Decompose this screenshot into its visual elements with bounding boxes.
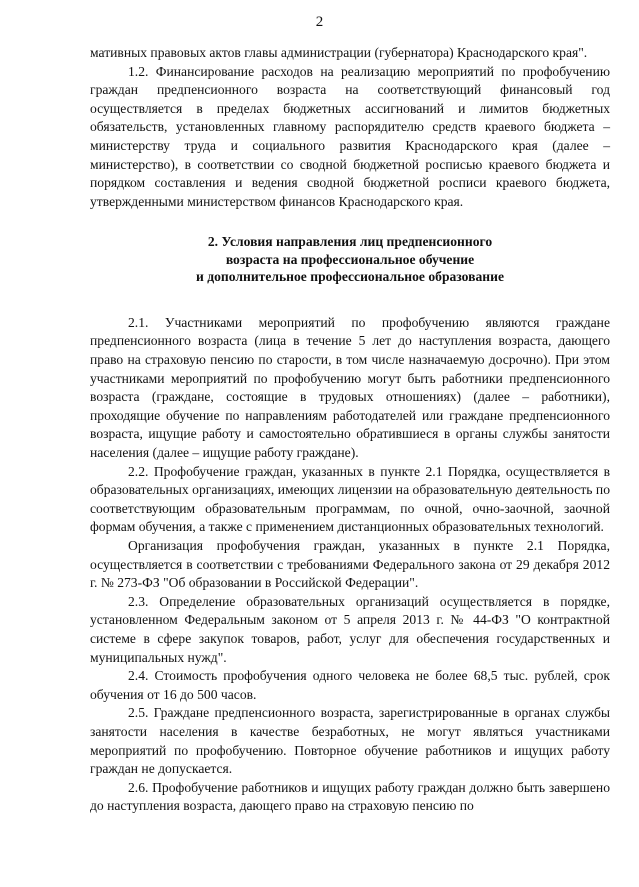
paragraph-1-2: 1.2. Финансирование расходов на реализацию мероприятий по профобучению граждан предпенсионного возраста на соответствующий финансовый год осуществляется в пределах бюджетных ассигнований и лимитов бюджетных обязательств, установленных главному распорядителю средств краевого бюджета – министерству труда и социального развития Краснодарского края (далее – министерство), в соответствии со сводной бюджетной росписью краевого бюджета и порядком составления и ведения сводной бюджетной росписи краевого бюджета, утвержденными министерством финансов Краснодарского края.: [90, 63, 610, 209]
paragraph-2-2-organization: Организация профобучения граждан, указанных в пункте 2.1 Порядка, осуществляется в соответствии с требованиями Федерального закона от 29 декабря 2012 г. № 273-ФЗ "Об образовании в Российской Федерации".: [90, 537, 610, 591]
paragraph-2-5: 2.5. Граждане предпенсионного возраста, зарегистрированные в органах службы занятости населения в качестве безработных, не могут являться участниками мероприятий по профобучению. Повторное обучение работников и ищущих работу граждан не допускается.: [90, 705, 610, 777]
paragraph-2-2: 2.2. Профобучение граждан, указанных в пункте 2.1 Порядка, осуществляется в образовательных организациях, имеющих лицензии на образовательную деятельность по соответствующим образовательным программам, по очной, очно-заочной, заочной формам обучения, а также с применением дистанционных образовательных технологий.: [90, 463, 610, 535]
paragraph-2-1: 2.1. Участниками мероприятий по профобучению являются граждане предпенсионного возраста (лица в течение 5 лет до наступления возраста, дающего право на страховую пенсию по старости, в том числе назначаемую досрочно). При этом участниками мероприятий по профобучению могут быть работники предпенсионного возраста (граждане, состоящие в трудовых отношениях) (далее – работники), проходящие обучение по направлениям работодателей или граждане предпенсионного возраста, ищущие работу и самостоятельно обратившиеся в органы службы занятости населения (далее – ищущие работу граждане).: [90, 314, 610, 460]
section-heading-line-1: 2. Условия направления лиц предпенсионного: [207, 234, 493, 250]
paragraph-continuation: мативных правовых актов главы администрации (губернатора) Краснодарского края".: [90, 45, 588, 60]
page-number: 2: [315, 14, 324, 30]
document-body: [90, 44, 610, 816]
paragraph-2-4: 2.4. Стоимость профобучения одного человека не более 68,5 тыс. рублей, срок обучения от 16 до 500 часов.: [90, 668, 610, 702]
paragraph-2-3: 2.3. Определение образовательных организаций осуществляется в порядке, установленном Федеральным законом от 5 апреля 2013 г. № 44-ФЗ "О контрактной системе в сфере закупок товаров, работ, услуг для обеспечения государственных и муниципальных нужд".: [90, 593, 610, 665]
section-heading-line-3: и дополнительное профессиональное образование: [196, 269, 504, 285]
section-2-heading: [90, 233, 610, 286]
paragraph-2-6: 2.6. Профобучение работников и ищущих работу граждан должно быть завершено до наступления возраста, дающего право на страховую пенсию по: [90, 779, 610, 814]
section-heading-line-2: возраста на профессиональное обучение: [225, 251, 475, 267]
